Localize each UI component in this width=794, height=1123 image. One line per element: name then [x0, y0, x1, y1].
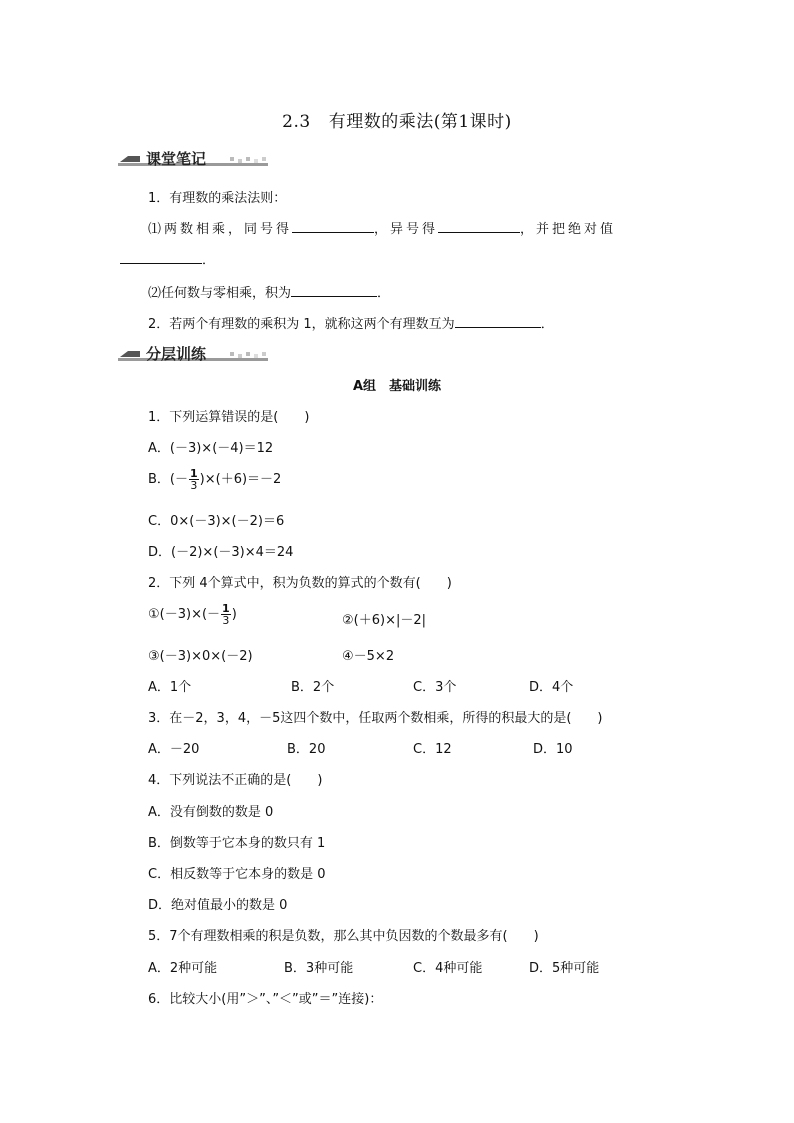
question-2-option-c: C．3个	[413, 680, 457, 695]
note-end: ．	[377, 286, 391, 301]
question-2-expr-4: ④－5×2	[342, 649, 395, 664]
note-rule-same-sign: ⑴两数相乘，同号得	[148, 222, 293, 237]
answer-blank[interactable]	[438, 218, 520, 233]
answer-blank[interactable]	[291, 282, 377, 297]
question-2-stem: 2．下列 4个算式中，积为负数的算式的个数有( )	[148, 576, 452, 591]
fraction-denominator: 3	[222, 614, 230, 627]
page-title	[0, 107, 794, 132]
question-2-option-b: B．2个	[291, 680, 335, 695]
note-line-1: 1．有理数的乘法法则：	[148, 191, 287, 206]
note-rule-diff-sign: ，异号得	[374, 222, 439, 237]
note-reciprocal: 2．若两个有理数的乘积为 1，就称这两个有理数互为	[148, 317, 455, 332]
question-1-option-c: C．0×(－3)×(－2)＝6	[148, 514, 285, 529]
note-end: ．	[540, 317, 554, 332]
note-line-4	[148, 282, 390, 301]
note-line-5	[148, 313, 554, 332]
question-5-option-b: B．3种可能	[284, 961, 354, 976]
question-5-option-c: C．4种可能	[413, 961, 483, 976]
question-3-option-b: B．20	[287, 742, 326, 757]
question-4-option-b: B．倒数等于它本身的数只有 1	[148, 836, 326, 851]
fraction-denominator: 3	[190, 479, 198, 492]
group-heading: A组 基础训练	[352, 379, 442, 394]
question-1-option-b	[148, 468, 281, 491]
fraction	[189, 468, 199, 491]
expr-text: ①(－3)×(－	[148, 607, 221, 622]
question-4-option-a: A．没有倒数的数是 0	[148, 805, 274, 820]
question-4-option-d: D．绝对值最小的数是 0	[148, 898, 288, 913]
title-text: 有理数的乘法(第1课时)	[328, 112, 512, 132]
note-zero-rule: ⑵任何数与零相乘，积为	[148, 286, 292, 301]
question-5-stem: 5．7个有理数相乘的积是负数，那么其中负因数的个数最多有( )	[148, 929, 539, 944]
question-1-option-d: D．(－2)×(－3)×4＝24	[148, 545, 294, 560]
question-3-stem: 3．在－2，3，4，－5这四个数中，任取两个数相乘，所得的积最大的是( )	[148, 711, 603, 726]
option-text: B．(－	[148, 472, 188, 487]
question-5-option-d: D．5种可能	[529, 961, 600, 976]
fraction-numerator: 1	[222, 602, 230, 615]
fraction	[221, 603, 231, 626]
question-2-expr-3: ③(－3)×0×(－2)	[148, 649, 253, 664]
section-label: 课堂笔记	[146, 150, 207, 168]
note-rule-abs: ，并把绝对值	[520, 222, 617, 237]
answer-blank[interactable]	[292, 218, 374, 233]
fraction-numerator: 1	[190, 467, 198, 480]
section-number: 2.3	[282, 112, 311, 132]
note-end: ．	[202, 253, 216, 268]
question-2-option-d: D．4个	[529, 680, 574, 695]
question-3-option-a: A．－20	[148, 742, 200, 757]
section-header-notes	[118, 148, 268, 170]
answer-blank[interactable]	[455, 313, 541, 328]
option-text: )×(＋6)＝－2	[199, 472, 282, 487]
section-label: 分层训练	[146, 345, 207, 363]
note-line-2	[148, 218, 616, 237]
note-line-3	[120, 249, 215, 268]
question-6-stem: 6．比较大小(用”＞”、”＜”或”＝”连接)：	[148, 992, 383, 1007]
question-2-expr-2: ②(＋6)×|－2|	[342, 613, 426, 628]
question-3-option-d: D．10	[533, 742, 573, 757]
expr-text: )	[231, 607, 237, 622]
answer-blank[interactable]	[120, 249, 202, 264]
question-2-option-a: A．1个	[148, 680, 192, 695]
question-3-option-c: C．12	[413, 742, 452, 757]
question-2-expr-1	[148, 603, 237, 626]
question-4-stem: 4．下列说法不正确的是( )	[148, 773, 323, 788]
question-1-option-a: A．(－3)×(－4)＝12	[148, 441, 274, 456]
question-4-option-c: C．相反数等于它本身的数是 0	[148, 867, 326, 882]
question-1-stem: 1．下列运算错误的是( )	[148, 410, 310, 425]
section-header-practice	[118, 343, 268, 365]
question-5-option-a: A．2种可能	[148, 961, 218, 976]
